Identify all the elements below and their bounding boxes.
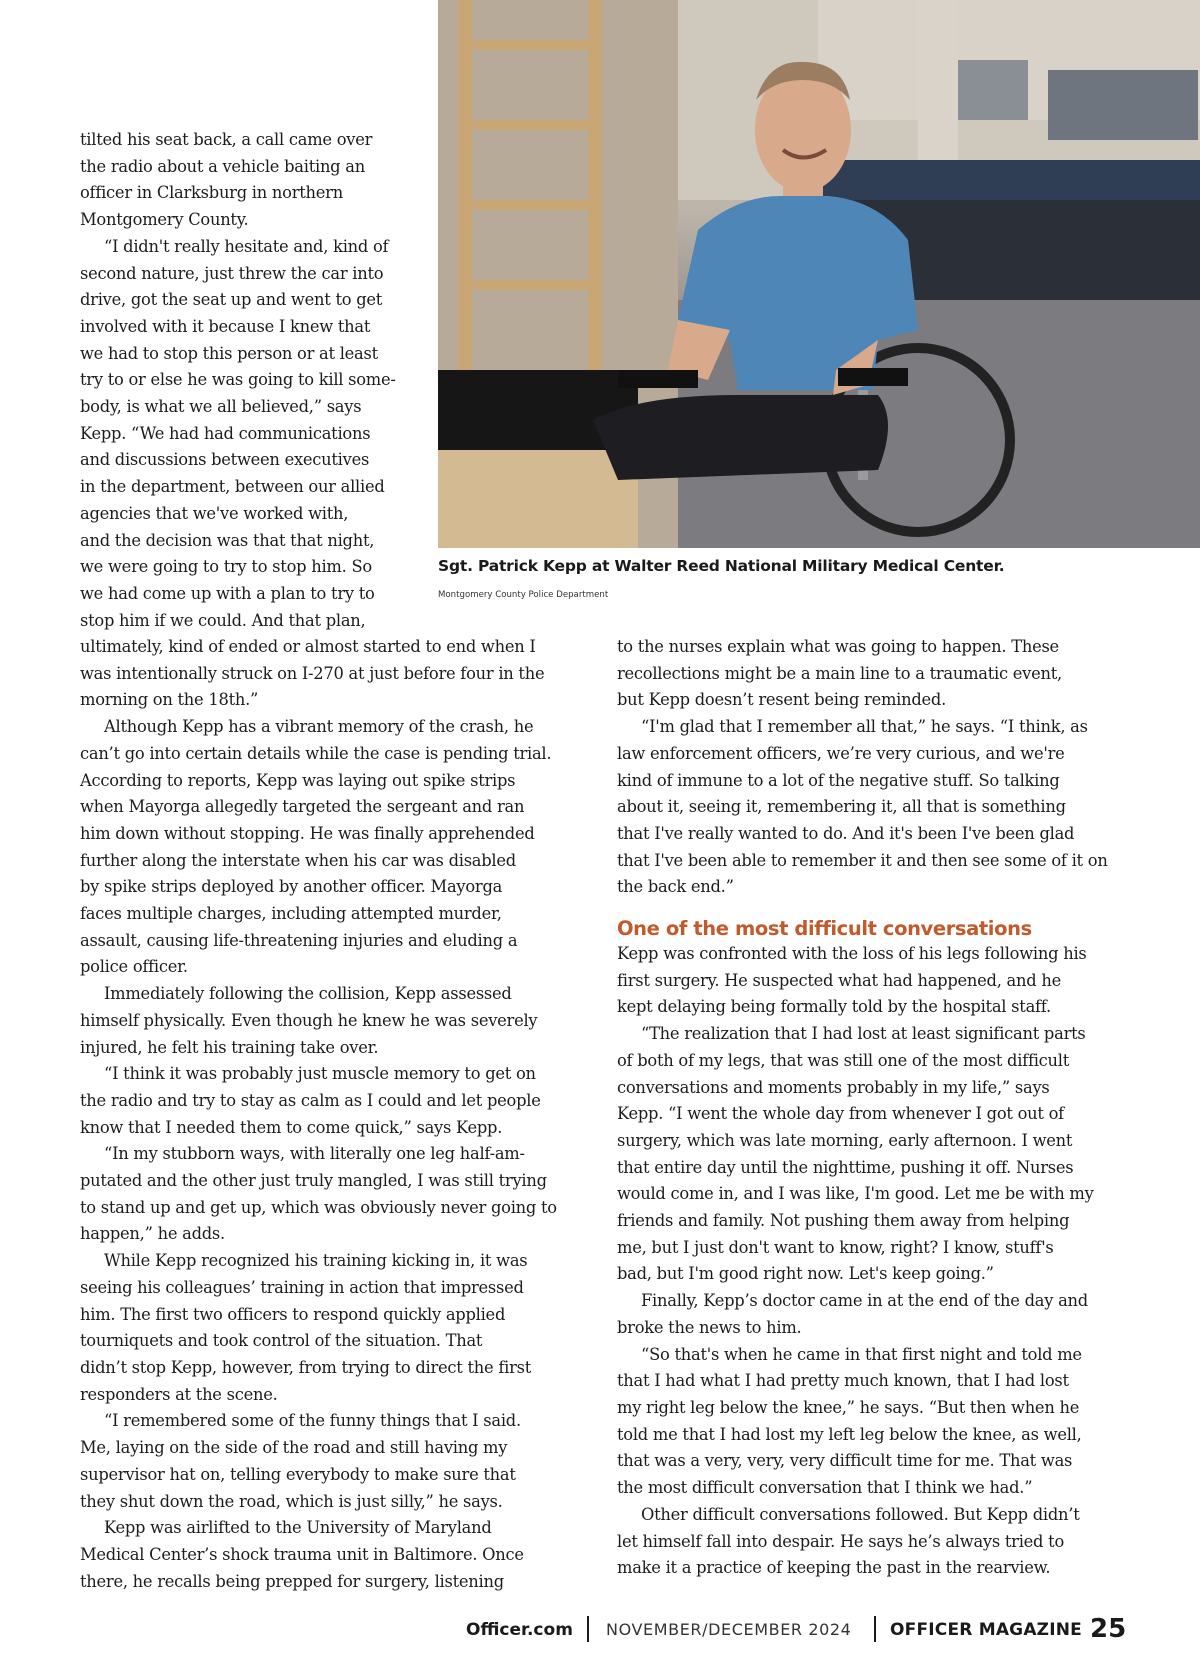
text-line: kind of immune to a lot of the negative stuff. So talking <box>617 770 1060 790</box>
text-line: him down without stopping. He was finally apprehended <box>80 823 535 843</box>
text-line: Montgomery County. <box>80 210 249 230</box>
left-column-upper <box>80 127 410 634</box>
text-line: that entire day until the nighttime, pushing it off. Nurses <box>617 1157 1074 1177</box>
text-line: and discussions between executives <box>80 450 370 470</box>
text-line: drive, got the seat up and went to get <box>80 290 383 310</box>
text-line: “I remembered some of the funny things that I said. <box>104 1411 521 1431</box>
photo-credit: Montgomery County Police Department <box>438 590 609 600</box>
text-line: “I didn't really hesitate and, kind of <box>104 236 389 256</box>
text-line: broke the news to him. <box>617 1317 802 1337</box>
text-line: to stand up and get up, which was obviously never going to <box>80 1197 557 1217</box>
text-line: can’t go into certain details while the case is pending trial. <box>80 743 552 763</box>
text-line: tilted his seat back, a call came over <box>80 130 373 149</box>
text-line: Kepp. “We had had communications <box>80 423 371 443</box>
footer-divider <box>874 1616 876 1642</box>
text-line: injured, he felt his training take over. <box>80 1037 379 1057</box>
text-line: morning on the 18th.” <box>80 690 259 710</box>
text-line: Kepp. “I went the whole day from whenever I got out of <box>617 1104 1064 1124</box>
text-line: responders at the scene. <box>80 1384 278 1404</box>
text-line: my right leg below the knee,” he says. “But then when he <box>617 1397 1080 1417</box>
text-line: Kepp was airlifted to the University of Maryland <box>104 1518 492 1538</box>
text-line: tourniquets and took control of the situation. That <box>80 1331 483 1351</box>
text-line: that was a very, very, very difficult time for me. That was <box>617 1451 1073 1471</box>
text-line: body, is what we all believed,” says <box>80 397 362 417</box>
text-line: that I've been able to remember it and then see some of it on <box>617 850 1108 870</box>
text-line: ultimately, kind of ended or almost started to end when I <box>80 637 536 656</box>
right-column-part-a <box>617 634 1137 901</box>
text-line: involved with it because I knew that <box>80 316 371 336</box>
text-line: seeing his colleagues’ training in action that impressed <box>80 1277 524 1297</box>
text-line: they shut down the road, which is just silly,” he says. <box>80 1491 503 1511</box>
text-line: to the nurses explain what was going to happen. These <box>617 637 1059 656</box>
text-line: second nature, just threw the car into <box>80 263 384 283</box>
text-line: supervisor hat on, telling everybody to make sure that <box>80 1464 516 1484</box>
text-line: there, he recalls being prepped for surgery, listening <box>80 1571 504 1591</box>
text-line: Other difficult conversations followed. But Kepp didn’t <box>641 1504 1080 1524</box>
text-line: of both of my legs, that was still one of the most difficult <box>617 1050 1070 1070</box>
footer-magazine-name: OFFICER MAGAZINE <box>890 1620 1082 1640</box>
text-line: we had come up with a plan to try to <box>80 583 375 603</box>
page-number: 25 <box>1090 1614 1127 1644</box>
text-line: when Mayorga allegedly targeted the sergeant and ran <box>80 797 525 817</box>
text-line: “So that's when he came in that first night and told me <box>641 1344 1082 1364</box>
text-line: and the decision was that that night, <box>80 530 375 550</box>
text-line: officer in Clarksburg in northern <box>80 183 343 203</box>
text-line: know that I needed them to come quick,” says Kepp. <box>80 1117 503 1137</box>
text-line: Although Kepp has a vibrant memory of the crash, he <box>104 717 534 737</box>
text-line: the radio about a vehicle baiting an <box>80 156 365 176</box>
right-column-part-b <box>617 941 1137 1582</box>
text-line: himself physically. Even though he knew he was severely <box>80 1010 538 1030</box>
text-line: putated and the other just truly mangled, I was still trying <box>80 1171 547 1191</box>
text-line: told me that I had lost my left leg below the knee, as well, <box>617 1424 1082 1444</box>
text-line: the radio and try to stay as calm as I could and let people <box>80 1090 541 1110</box>
text-line: “In my stubborn ways, with literally one leg half-am- <box>104 1144 525 1164</box>
text-line: the most difficult conversation that I think we had.” <box>617 1478 1033 1498</box>
text-line: further along the interstate when his car was disabled <box>80 850 516 870</box>
text-line: Medical Center’s shock trauma unit in Baltimore. Once <box>80 1544 524 1564</box>
footer-site[interactable]: Officer.com <box>466 1620 573 1640</box>
text-line: assault, causing life-threatening injuries and eluding a <box>80 930 518 950</box>
text-line: “I'm glad that I remember all that,” he says. “I think, as <box>641 717 1088 737</box>
text-line: agencies that we've worked with, <box>80 503 349 523</box>
text-line: didn’t stop Kepp, however, from trying to direct the first <box>80 1357 532 1377</box>
text-line: faces multiple charges, including attempted murder, <box>80 904 502 924</box>
text-line: Finally, Kepp’s doctor came in at the end of the day and <box>641 1291 1088 1311</box>
text-line: stop him if we could. And that plan, <box>80 610 366 630</box>
text-line: was intentionally struck on I-270 at just before four in the <box>80 663 545 683</box>
left-column-lower <box>80 634 600 1595</box>
text-line: Me, laying on the side of the road and still having my <box>80 1438 508 1458</box>
text-line: about it, seeing it, remembering it, all that is something <box>617 797 1066 817</box>
text-line: let himself fall into despair. He says he’s always tried to <box>617 1531 1064 1551</box>
text-line: first surgery. He suspected what had happened, and he <box>617 970 1061 990</box>
text-line: by spike strips deployed by another officer. Mayorga <box>80 877 503 897</box>
right-column <box>617 634 1137 1582</box>
text-line: According to reports, Kepp was laying out spike strips <box>80 770 516 790</box>
article-photo <box>438 0 1200 548</box>
text-line: the back end.” <box>617 877 734 897</box>
text-line: me, but I just don't want to know, right? I know, stuff's <box>617 1237 1054 1257</box>
text-line: conversations and moments probably in my life,” says <box>617 1077 1050 1097</box>
photo-caption: Sgt. Patrick Kepp at Walter Reed National Military Medical Center. <box>438 557 1005 575</box>
text-line: While Kepp recognized his training kicking in, it was <box>104 1251 528 1271</box>
photo-illustration <box>438 0 1200 548</box>
text-line: we were going to try to stop him. So <box>80 557 372 577</box>
page-footer <box>0 1614 1200 1650</box>
text-line: happen,” he adds. <box>80 1224 225 1244</box>
text-line: recollections might be a main line to a traumatic event, <box>617 663 1062 683</box>
text-line: friends and family. Not pushing them away from helping <box>617 1211 1070 1231</box>
text-line: Kepp was confronted with the loss of his legs following his <box>617 944 1087 964</box>
text-line: law enforcement officers, we’re very curious, and we're <box>617 743 1065 763</box>
text-line: surgery, which was late morning, early afternoon. I went <box>617 1130 1073 1150</box>
text-line: try to or else he was going to kill some- <box>80 370 396 390</box>
text-line: that I've really wanted to do. And it's been I've been glad <box>617 823 1075 843</box>
text-line: police officer. <box>80 957 188 977</box>
text-line: but Kepp doesn’t resent being reminded. <box>617 690 947 710</box>
text-line: we had to stop this person or at least <box>80 343 378 363</box>
text-line: bad, but I'm good right now. Let's keep going.” <box>617 1264 994 1284</box>
text-line: that I had what I had pretty much known, that I had lost <box>617 1371 1069 1391</box>
footer-divider <box>587 1616 589 1642</box>
text-line: in the department, between our allied <box>80 477 385 497</box>
text-line: make it a practice of keeping the past in the rearview. <box>617 1558 1051 1578</box>
text-line: “I think it was probably just muscle memory to get on <box>104 1064 536 1084</box>
text-line: kept delaying being formally told by the hospital staff. <box>617 997 1051 1017</box>
footer-issue-date: NOVEMBER/DECEMBER 2024 <box>606 1620 852 1639</box>
text-line: Immediately following the collision, Kepp assessed <box>104 984 512 1004</box>
text-line: “The realization that I had lost at least significant parts <box>641 1024 1086 1044</box>
text-line: him. The first two officers to respond quickly applied <box>80 1304 506 1324</box>
text-line: would come in, and I was like, I'm good. Let me be with my <box>617 1184 1094 1204</box>
section-subheading: One of the most difficult conversations <box>617 917 1032 941</box>
